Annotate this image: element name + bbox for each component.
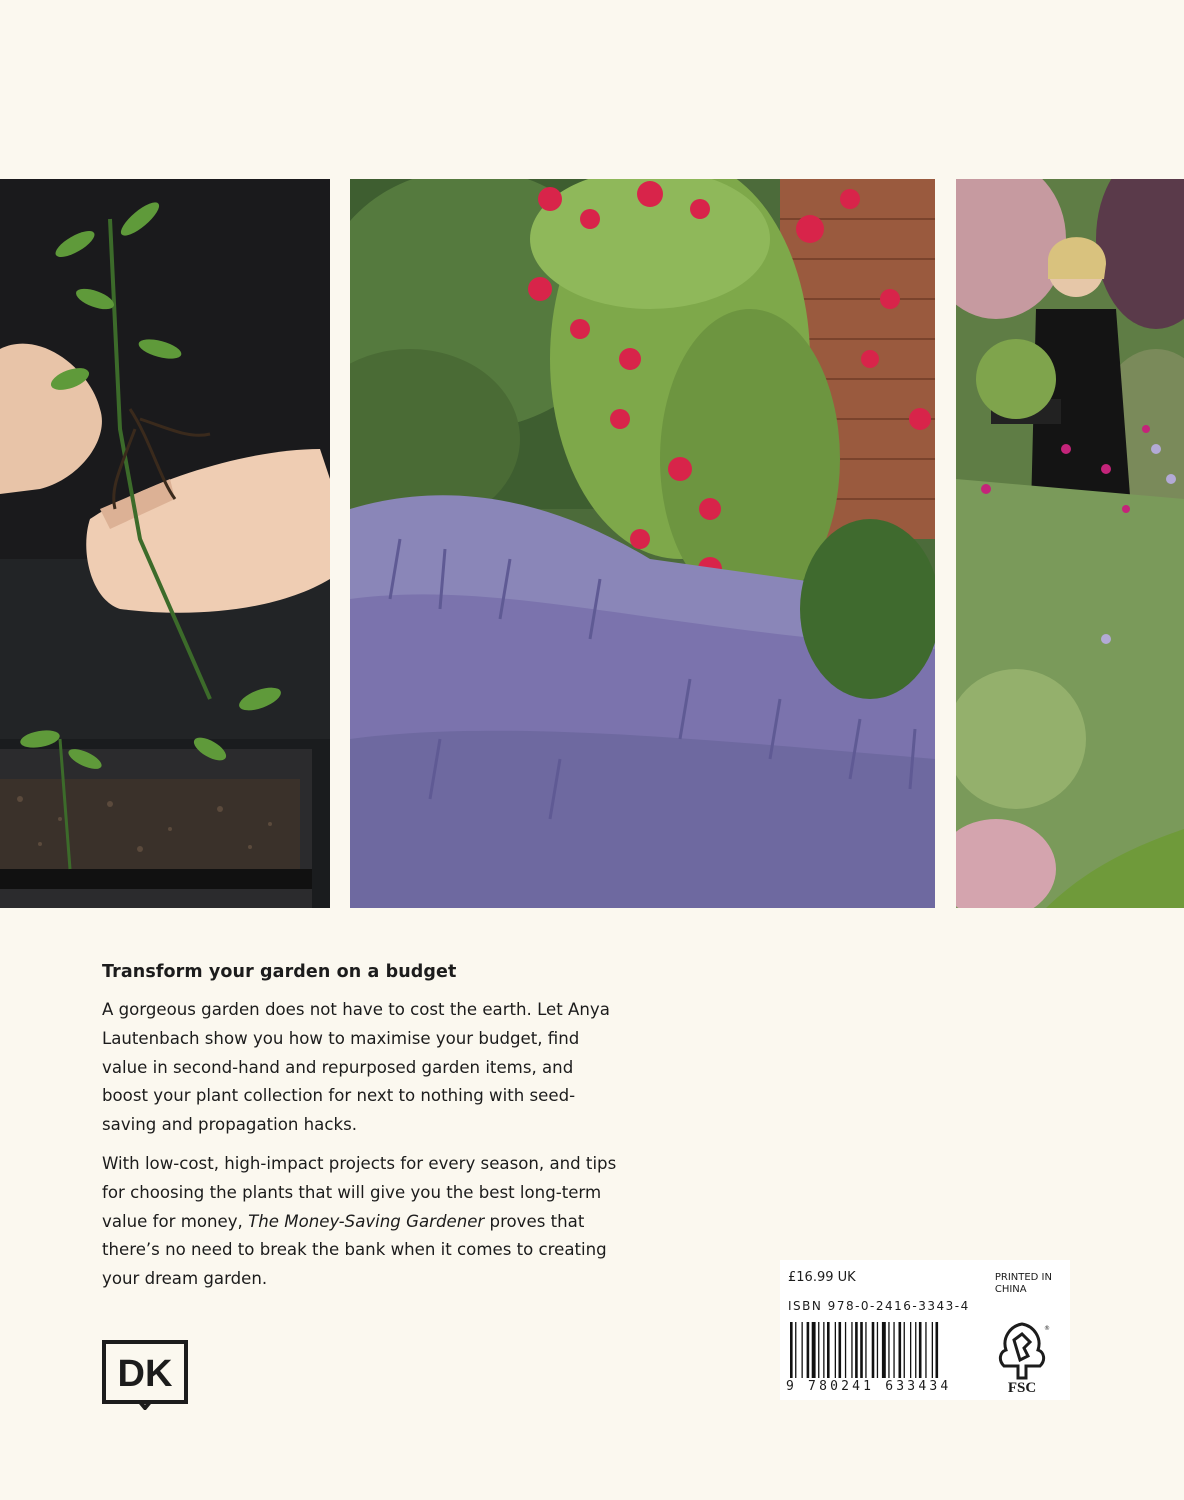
fsc-logo bbox=[992, 1320, 1052, 1396]
isbn-label: ISBN 978-0-2416-3343-4 bbox=[788, 1299, 970, 1313]
photo-propagation bbox=[0, 179, 330, 908]
blurb-paragraph-2 bbox=[102, 1150, 622, 1294]
barcode-bars bbox=[786, 1322, 986, 1382]
photo-roses-lavender bbox=[350, 179, 935, 908]
printed-in-label bbox=[995, 1272, 1052, 1296]
back-cover-blurb bbox=[102, 962, 622, 1304]
blurb-paragraph-2-start: With low-cost, high-impact projects for every season, and tips for choosing the plants that will give you the best long-term value for money, bbox=[102, 1153, 617, 1231]
dk-logo bbox=[102, 1340, 188, 1395]
photo-gardener bbox=[956, 179, 1184, 908]
price-label: £16.99 UK bbox=[788, 1270, 856, 1285]
book-title: The Money-Saving Gardener bbox=[248, 1211, 485, 1231]
blurb-paragraph-2-end: proves that there’s no need to break the bank when it comes to creating your dream garden. bbox=[102, 1211, 607, 1289]
fsc-text: FSC bbox=[1007, 1380, 1037, 1396]
printed-line-2: CHINA bbox=[994, 1284, 1027, 1295]
svg-text:®: ® bbox=[1044, 1325, 1050, 1332]
blurb-heading: Transform your garden on a budget bbox=[102, 962, 457, 982]
printed-line-1: PRINTED IN bbox=[994, 1272, 1052, 1283]
dk-logo-text: DK bbox=[117, 1353, 173, 1395]
ean-digits: 9 780241 633434 bbox=[786, 1379, 952, 1394]
barcode-panel bbox=[780, 1260, 1070, 1400]
blurb-paragraph-1: A gorgeous garden does not have to cost the earth. Let Anya Lautenbach show you how to maximise your budget, find value in second-hand and repurposed garden items, and boost your plant collection for next to nothing with seed-saving and propagation hacks. bbox=[102, 1000, 610, 1135]
